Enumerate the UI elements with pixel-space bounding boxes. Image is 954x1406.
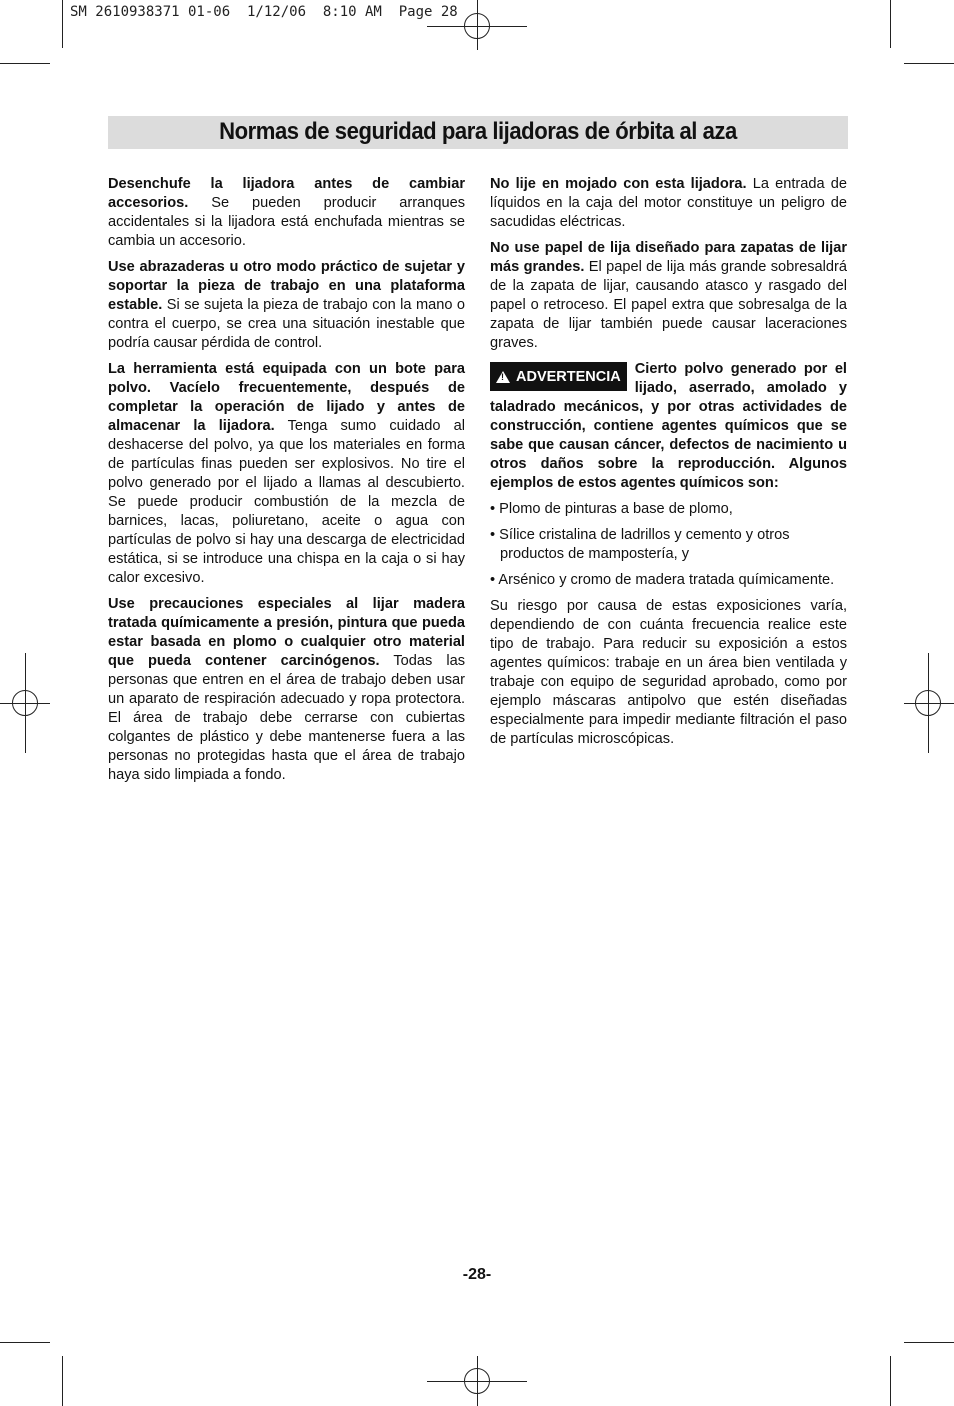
rule-paragraph — [108, 258, 465, 353]
rule-paragraph — [108, 175, 465, 251]
rule-text: Todas las personas que entren en el área de trabajo deben usar un aparato de respiración adecuado y ropa protectora. El área de trabajo debe cerrarse con cubiertas colgantes de plástico y debe mantenerse fuera a las personas no protegidas hasta que el área de trabajo haya sido limpiada a fondo. — [108, 653, 465, 783]
rule-paragraph — [490, 175, 847, 232]
warning-triangle-icon — [496, 371, 510, 383]
rule-heading: No lije en mojado con esta lijadora. — [490, 176, 747, 192]
rule-text: Se pueden producir arranques accidentales si la lijadora está enchufada mientras se cambia un accesorio. — [108, 195, 465, 249]
page-number: -28- — [462, 1266, 492, 1283]
rule-heading: La herramienta está equipada con un bote para polvo. Vacíelo frecuentemente, después de completar la operación de lijado y antes de almacenar la lijadora. — [108, 361, 465, 434]
rule-heading: Use abrazaderas u otro modo práctico de sujetar y soportar la pieza de trabajo en una plataforma estable. — [108, 259, 465, 313]
rule-text: El papel de lija más grande sobresaldrá de la zapata de lijar, causando atasco y rasgado del papel o retroceso. El papel extra que sobresalga de la zapata de lijar también puede causar laceraciones graves. — [490, 259, 847, 351]
left-column — [108, 175, 465, 792]
warning-block — [490, 360, 847, 493]
rule-text: Tenga sumo cuidado al deshacerse del polvo, ya que los materiales en forma de partículas finas pueden ser explosivos. No tire el polvo generado por el lijado a llamas al descubierto. Se puede producir combustión de la mezcla de barnices, lacas, poliuretano, aceite o agua con partículas de polvo si hay una descarga de electricidad estática, si se introduce una chispa en la caja o si hay calor excesivo. — [108, 418, 465, 586]
warning-label: ADVERTENCIA — [516, 368, 621, 385]
bullet-item: • Sílice cristalina de ladrillos y cemento y otros productos de mampostería, y — [490, 527, 790, 562]
right-column — [490, 175, 847, 756]
rule-heading: Desenchufe la lijadora antes de cambiar accesorios. — [108, 176, 465, 211]
page-title: Normas de seguridad para lijadoras de órbita al aza — [219, 118, 737, 145]
rule-paragraph — [490, 239, 847, 353]
rule-text: Si se sujeta la pieza de trabajo con la mano o contra el cuerpo, se crea una situación inestable que podría causar pérdida de control. — [108, 297, 465, 351]
rule-heading: No use papel de lija diseñado para zapatas de lijar más grandes. — [490, 240, 847, 275]
printer-slug: SM 2610938371 01-06 1/12/06 8:10 AM Page 28 — [70, 4, 458, 20]
warning-badge — [490, 362, 627, 391]
closing-paragraph: Su riesgo por causa de estas exposiciones varía, dependiendo de con cuánta frecuencia realice este tipo de trabajo. Para reducir su exposición a estos agentes químicos: trabaje en un área bien ventilada y trabaje con equipo de seguridad aprobado, como por ejemplo máscaras antipolvo que estén diseñadas especialmente para impedir mediante filtración el paso de partículas microscópicas. — [490, 598, 847, 747]
warning-text: Cierto polvo generado por el lijado, aserrado, amolado y taladrado mecánicos, y por otras actividades de construcción, contiene agentes químicos que se sabe que causan cáncer, defectos de nacimiento u otros daños sobre la reproducción. Algunos ejemplos de estos agentes químicos son: — [490, 361, 847, 491]
rule-paragraph — [108, 595, 465, 785]
rule-paragraph — [108, 360, 465, 588]
bullet-item: • Plomo de pinturas a base de plomo, — [490, 501, 733, 517]
bullet-item: • Arsénico y cromo de madera tratada químicamente. — [490, 572, 835, 588]
title-bar — [108, 116, 848, 149]
rule-text: La entrada de líquidos en la caja del motor constituye un peligro de sacudidas eléctricas. — [490, 176, 847, 230]
rule-heading: Use precauciones especiales al lijar madera tratada químicamente a presión, pintura que pueda estar basada en plomo o cualquier otro material que pueda contener carcinógenos. — [108, 596, 465, 669]
